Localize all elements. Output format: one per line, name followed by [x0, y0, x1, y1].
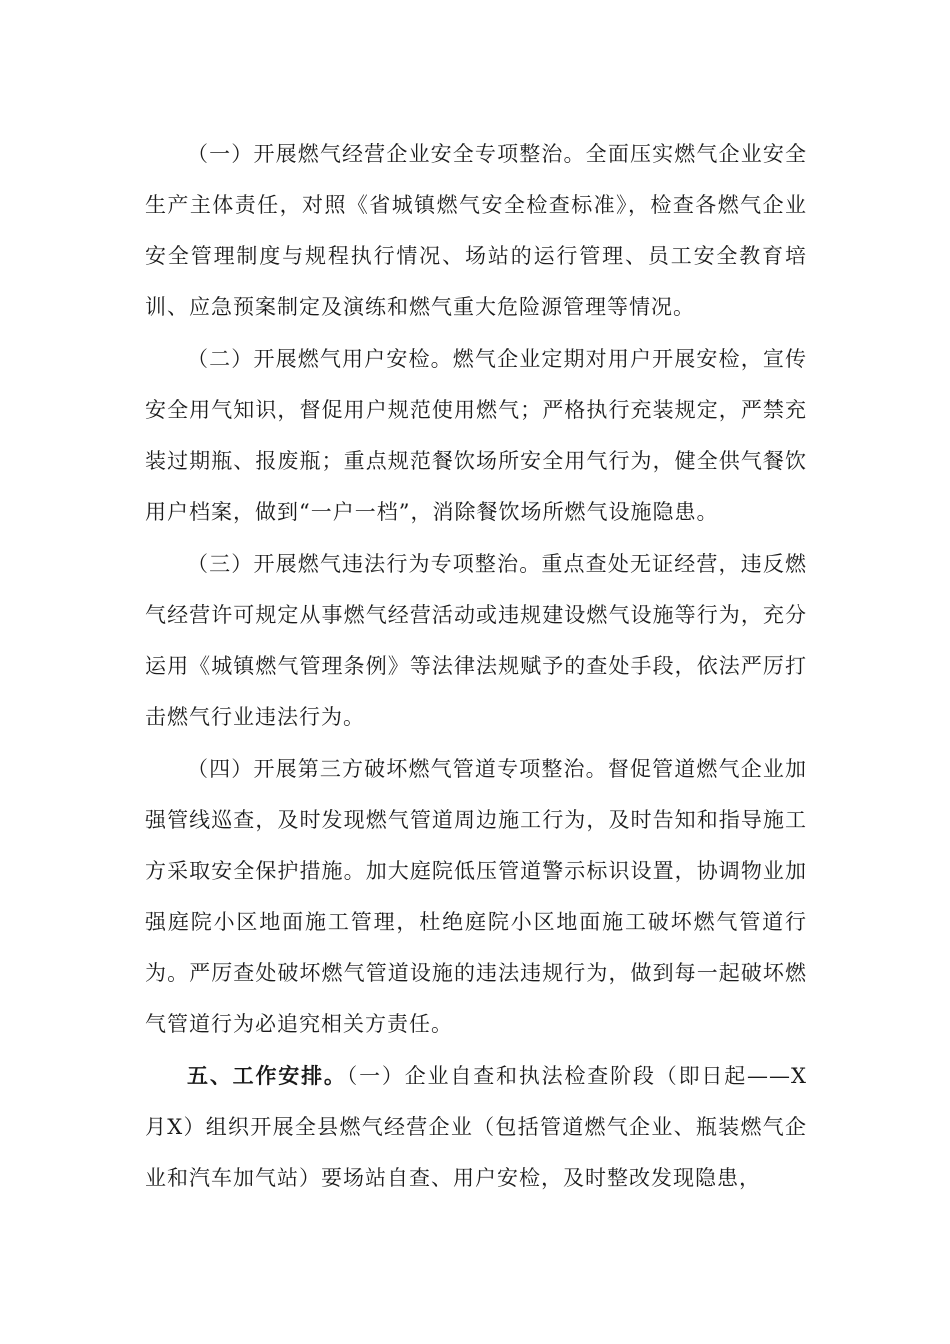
- paragraph-work-arrangement: [145, 1050, 807, 1204]
- paragraph-text: （二）开展燃气用户安检。燃气企业定期对用户开展安检，宣传安全用气知识，督促用户规范使用燃气；严格执行充装规定，严禁充装过期瓶、报废瓶；重点规范餐饮场所安全用气行为，健全供气餐饮用户档案，做到“一户一档”，消除餐饮场所燃气设施隐患。: [145, 347, 807, 524]
- paragraph-gas-enterprise-rectification: [145, 128, 807, 333]
- paragraph-text: （一）开展燃气经营企业安全专项整治。全面压实燃气企业安全生产主体责任，对照《省城镇燃气安全检查标准》，检查各燃气企业安全管理制度与规程执行情况、场站的运行管理、员工安全教育培训、应急预案制定及演练和燃气重大危险源管理等情况。: [145, 142, 807, 319]
- paragraph-third-party-pipeline-damage: [145, 743, 807, 1050]
- paragraph-user-safety-inspection: [145, 333, 807, 538]
- section-heading-work-arrangement: 五、工作安排。: [187, 1063, 347, 1088]
- paragraph-text: （四）开展第三方破坏燃气管道专项整治。督促管道燃气企业加强管线巡查，及时发现燃气管道周边施工行为，及时告知和指导施工方采取安全保护措施。加大庭院低压管道警示标识设置，协调物业加强庭院小区地面施工管理，杜绝庭院小区地面施工破坏燃气管道行为。严厉查处破坏燃气管道设施的违法违规行为，做到每一起破坏燃气管道行为必追究相关方责任。: [145, 757, 807, 1036]
- document-body: [145, 128, 807, 1204]
- paragraph-illegal-behavior-rectification: [145, 538, 807, 743]
- paragraph-text: （一）企业自查和执法检查阶段（即日起——X月X）组织开展全县燃气经营企业（包括管道燃气企业、瓶装燃气企业和汽车加气站）要场站自查、用户安检，及时整改发现隐患，: [145, 1064, 808, 1190]
- paragraph-text: （三）开展燃气违法行为专项整治。重点查处无证经营，违反燃气经营许可规定从事燃气经营活动或违规建设燃气设施等行为，充分运用《城镇燃气管理条例》等法律法规赋予的查处手段，依法严厉打击燃气行业违法行为。: [145, 552, 807, 729]
